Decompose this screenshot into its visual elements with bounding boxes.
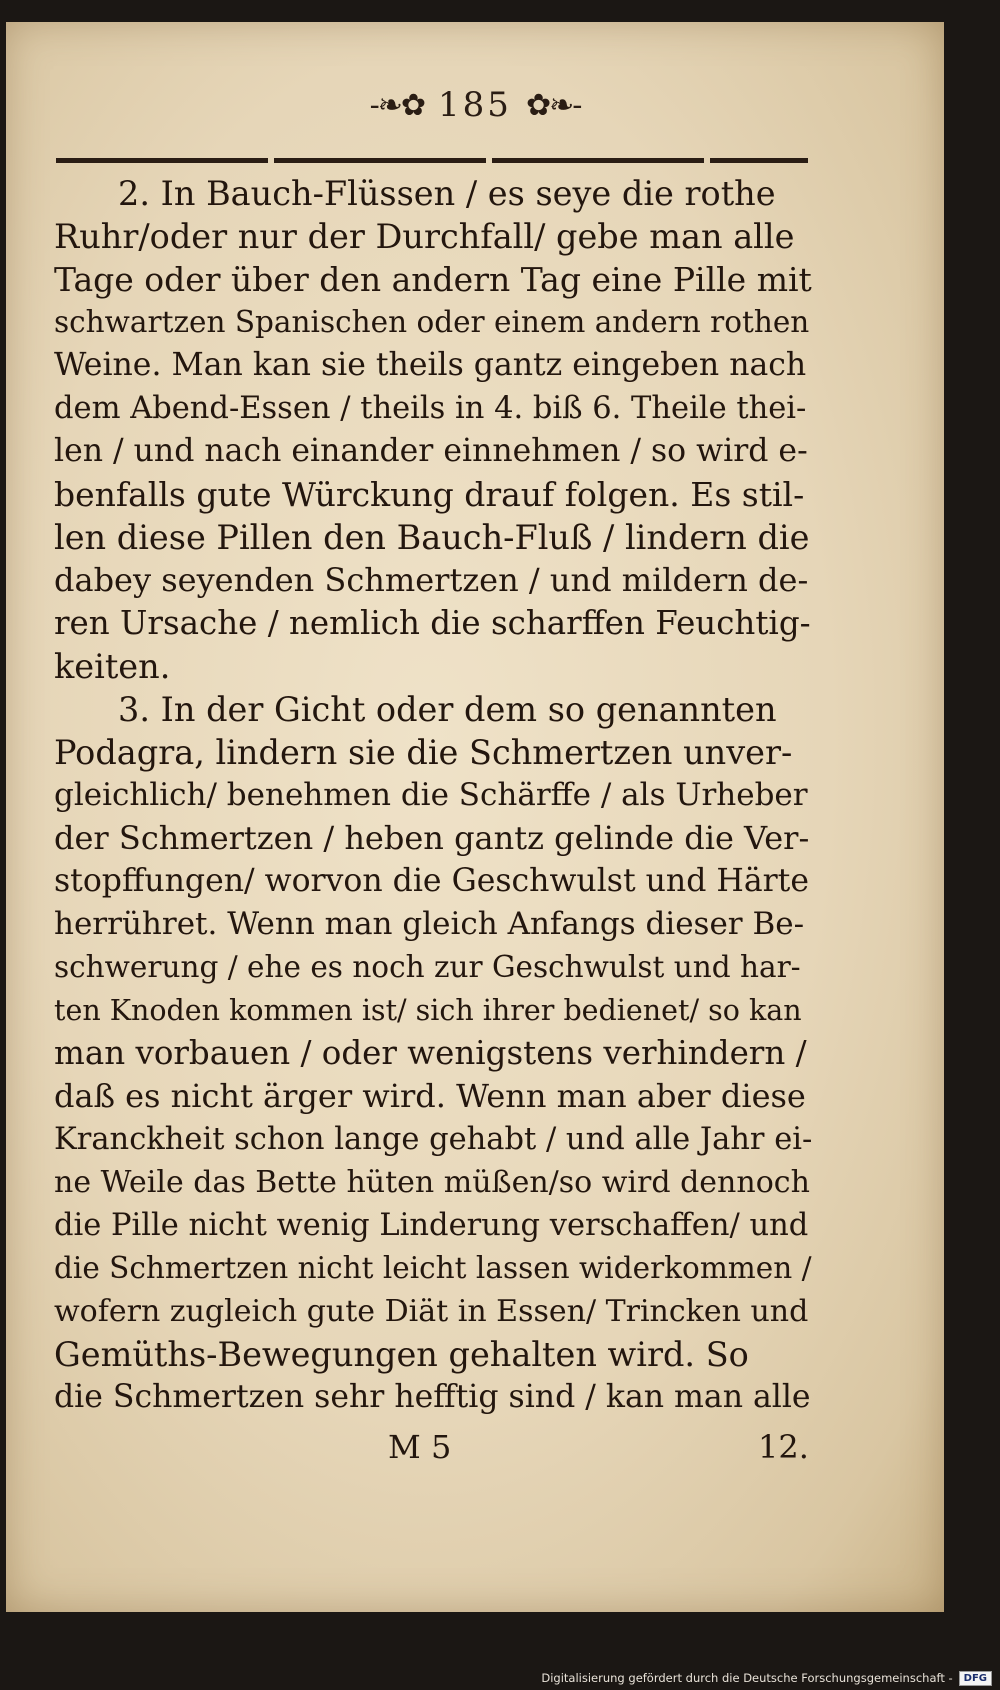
dfg-logo: DFG [959,1671,992,1686]
page-body-text [54,172,812,1419]
text-line: Tage oder über den andern Tag eine Pille mit [54,260,812,299]
digitization-credit [541,1668,992,1688]
text-line: die Pille nicht wenig Linderung verschaffen/ und [54,1208,809,1243]
text-line: herrühret. Wenn man gleich Anfangs dieser Be- [54,906,805,942]
text-line: die Schmertzen nicht leicht lassen widerkommen / [54,1251,812,1285]
page-number: 185 [438,85,512,125]
text-line: wofern zugleich gute Diät in Essen/ Trincken und [54,1294,809,1329]
text-line: gleichlich/ benehmen die Schärffe / als Urheber [54,777,808,813]
text-line: man vorbauen / oder wenigstens verhindern / [54,1034,807,1072]
text-line: Ruhr/oder nur der Durchfall/ gebe man alle [54,217,795,256]
text-line: Kranckheit schon lange gehabt / und alle Jahr ei- [54,1122,813,1157]
header-ornament-right: ✿❧- [525,87,581,123]
text-line: dem Abend-Essen / theils in 4. biß 6. Theile thei- [54,391,807,426]
text-line: Gemüths-Bewegungen gehalten wird. So [54,1335,749,1374]
text-line: Weine. Man kan sie theils gantz eingeben nach [54,347,807,383]
running-header [6,80,944,130]
page-footer [6,1428,944,1472]
text-line: ren Ursache / nemlich die scharffen Feuchtig- [54,604,811,642]
text-line: daß es nicht ärger wird. Wenn man aber diese [54,1077,806,1115]
text-line: keiten. [54,647,171,686]
catchword: 12. [758,1428,809,1466]
text-line: stopffungen/ worvon die Geschwulst und Härte [54,863,809,899]
book-page [6,22,944,1612]
text-line: dabey seyenden Schmertzen / und mildern de- [54,561,809,599]
text-line: ne Weile das Bette hüten müßen/so wird dennoch [54,1165,810,1200]
text-line: len / und nach einander einnehmen / so wird e- [54,433,808,469]
text-line: benfalls gute Würckung drauf folgen. Es stil- [54,475,805,514]
text-line: der Schmertzen / heben gantz gelinde die Ver- [54,819,810,857]
signature-mark: M 5 [388,1428,452,1466]
text-line: 2. In Bauch-Flüssen / es seye die rothe [118,174,776,213]
text-line: die Schmertzen sehr hefftig sind / kan man alle [54,1379,811,1415]
text-line: schwartzen Spanischen oder einem andern rothen [54,305,810,339]
text-line: 3. In der Gicht oder dem so genannten [118,690,777,729]
header-rule [56,158,808,163]
text-line: len diese Pillen den Bauch-Fluß / lindern die [54,518,810,557]
header-ornament-left: -❧✿ [369,87,425,123]
text-line: ten Knoden kommen ist/ sich ihrer bedienet/ so kan [54,994,802,1027]
text-line: Podagra, lindern sie die Schmertzen unver- [54,733,793,772]
credit-text: Digitalisierung gefördert durch die Deutsche Forschungsgemeinschaft - [541,1671,953,1685]
text-line: schwerung / ehe es noch zur Geschwulst und har- [54,950,801,984]
